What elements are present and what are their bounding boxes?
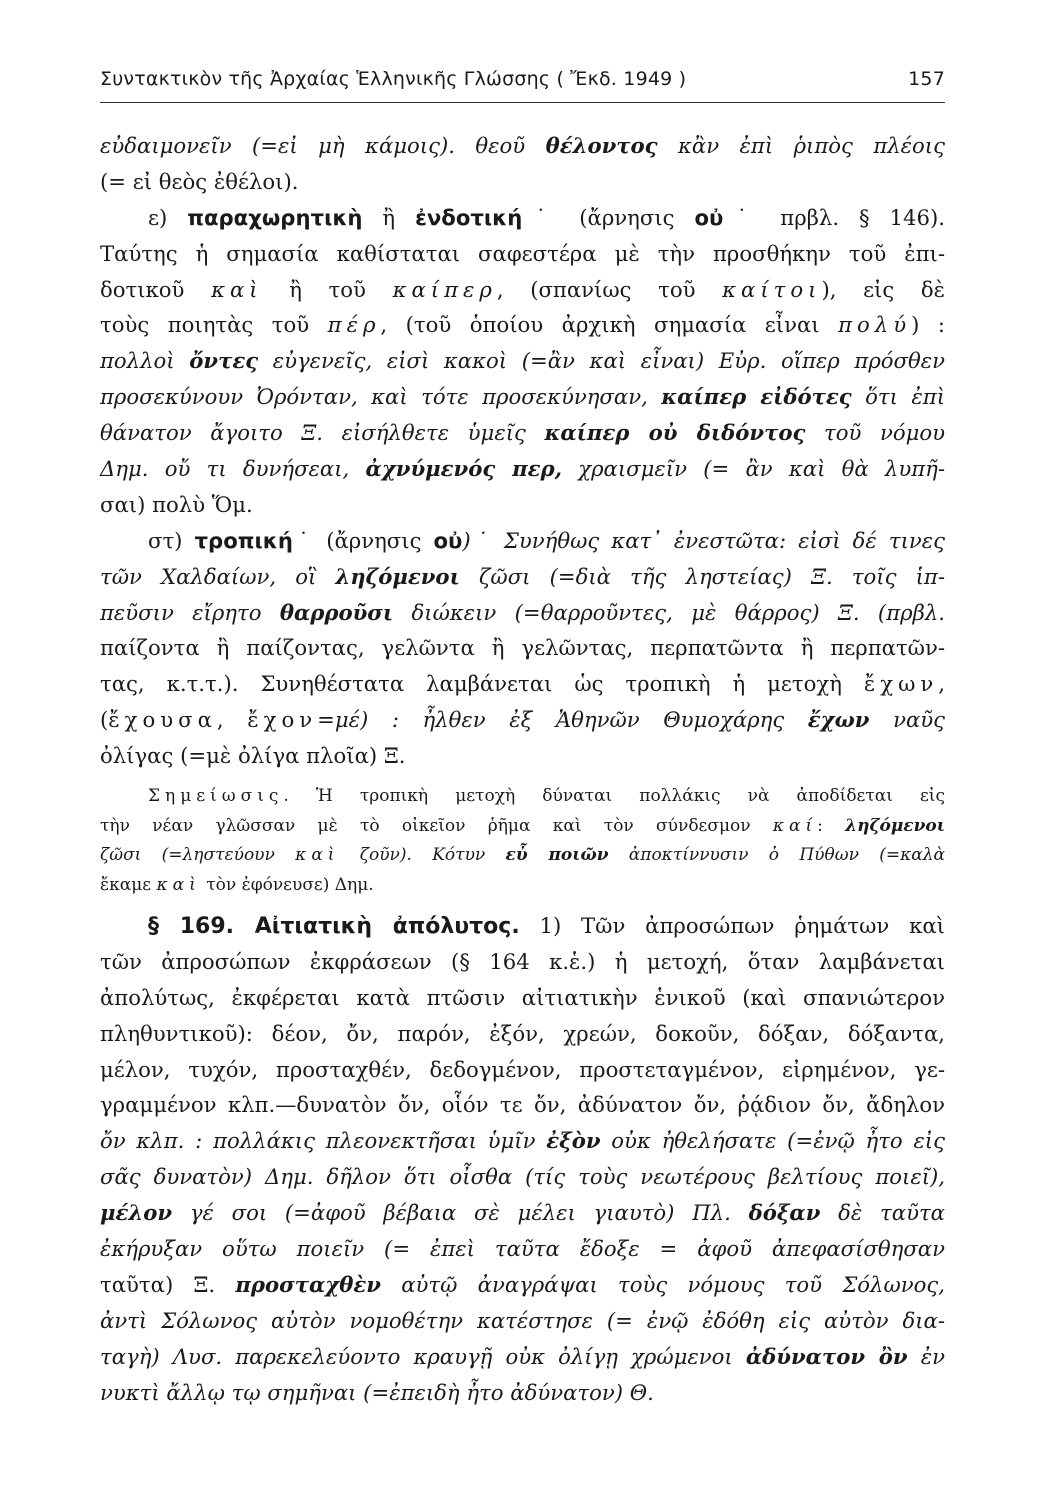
text-line: τας, κ.τ.τ.). Συνηθέστατα λαμβάνεται ὡς τροπικὴ ἡ μετοχὴ ἔχων,	[100, 671, 945, 697]
running-header	[100, 68, 945, 90]
text-line: ε) παραχωρητικὴ ἢ ἐνδοτική˙ (ἄρνησις οὐ˙ πρβλ. § 146).	[148, 204, 945, 230]
text-line: παίζοντα ἢ παίζοντας, γελῶντα ἢ γελῶντας, περπατῶντα ἢ περπατῶν-	[100, 635, 945, 661]
text-line: ὀλίγας (=μὲ ὀλίγα πλοῖα) Ξ.	[100, 743, 406, 769]
text-line: μέλον, τυχόν, προσταχθέν, δεδογμένον, προστεταγμένον, εἰρημένον, γε-	[100, 1056, 945, 1082]
text-line: ἐκήρυξαν οὕτω ποιεῖν (= ἐπεὶ ταῦτα ἔδοξε = ἀφοῦ ἀπεφασίσθησαν	[100, 1236, 945, 1262]
text-line: ὄν κλπ. : πολλάκις πλεονεκτῆσαι ὑμῖν ἐξὸν οὐκ ἠθελήσατε (=ἐνῷ ἦτο εἰς	[100, 1128, 945, 1154]
text-line: τῶν Χαλδαίων, οἳ ληζόμενοι ζῶσι (=διὰ τῆς ληστείας) Ξ. τοῖς ἱπ-	[100, 563, 945, 589]
text-line: Δημ. οὔ τι δυνήσεαι, ἀχνύμενός περ, χραισμεῖν (= ἂν καὶ θὰ λυπῆ-	[100, 456, 945, 482]
section-heading: § 169. Αἰτιατικὴ ἀπόλυτος.	[148, 914, 520, 940]
text-line: πολλοὶ ὄντες εὐγενεῖς, εἰσὶ κακοὶ (=ἂν καὶ εἶναι) Εὐρ. οἵπερ πρόσθεν	[100, 348, 945, 374]
text-line: σαι) πολὺ Ὅμ.	[100, 491, 253, 517]
text-line: στ) τροπική˙ (ἄρνησις οὐ)˙ Συνήθως κατ᾽ ἐνεστῶτα: εἰσὶ δέ τινες	[148, 527, 945, 553]
text-line: τῶν ἀπροσώπων ἐκφράσεων (§ 164 κ.ἑ.) ἡ μετοχή, ὅταν λαμβάνεται	[100, 948, 945, 974]
text-line: (ἔχουσα, ἔχον=μέ) : ἦλθεν ἐξ Ἀθηνῶν Θυμοχάρης ἔχων ναῦς	[100, 707, 945, 733]
text-line: πληθυντικοῦ): δέον, ὄν, παρόν, ἐξόν, χρεών, δοκοῦν, δόξαν, δόξαντα,	[100, 1020, 945, 1046]
note-line: Σημείωσις. Ἡ τροπικὴ μετοχὴ δύναται πολλάκις νὰ ἀποδίδεται εἰς	[148, 786, 945, 807]
text-line: ἀντὶ Σόλωνος αὐτὸν νομοθέτην κατέστησε (= ἐνῷ ἐδόθη εἰς αὐτὸν δια-	[100, 1307, 945, 1333]
note-block	[100, 782, 945, 900]
text-line: ταῦτα) Ξ. προσταχθὲν αὐτῷ ἀναγράψαι τοὺς νόμους τοῦ Σόλωνος,	[100, 1271, 945, 1297]
text-line: ἀπολύτως, ἐκφέρεται κατὰ πτῶσιν αἰτιατικὴν ἑνικοῦ (καὶ σπανιώτερον	[100, 984, 945, 1010]
page-number: 157	[908, 68, 945, 90]
text-line: θάνατον ἄγοιτο Ξ. εἰσήλθετε ὑμεῖς καίπερ οὐ διδόντος τοῦ νόμου	[100, 420, 945, 446]
text-line: προσεκύνουν Ὀρόνταν, καὶ τότε προσεκύνησαν, καίπερ εἰδότες ὅτι ἐπὶ	[100, 384, 946, 410]
note-line: ἔκαμε καὶ τὸν ἐφόνευσε) Δημ.	[100, 874, 374, 895]
text-line: τοὺς ποιητὰς τοῦ πέρ, (τοῦ ὁποίου ἀρχικὴ σημασία εἶναι πολύ) :	[100, 312, 945, 338]
section-first-line: § 169. Αἰτιατικὴ ἀπόλυτος. 1) Τῶν ἀπροσώπων ῥημάτων καὶ	[148, 913, 945, 940]
note-line: ζῶσι (=ληστεύουν καὶ ζοῦν). Κότυν εὖ ποιῶν ἀποκτίννυσιν ὁ Πύθων (=καλὰ	[100, 845, 945, 866]
text-line: (= εἰ θεὸς ἐθέλοι).	[100, 168, 299, 194]
text-line: Ταύτης ἡ σημασία καθίσταται σαφεστέρα μὲ τὴν προσθήκην τοῦ ἐπι-	[100, 240, 945, 266]
text-line: ταγὴ) Λυσ. παρεκελεύοντο κραυγῇ οὐκ ὀλίγῃ χρώμενοι ἀδύνατον ὂν ἐν	[100, 1343, 945, 1369]
text-line: σᾶς δυνατὸν) Δημ. δῆλον ὅτι οἶσθα (τίς τοὺς νεωτέρους βελτίους ποιεῖ),	[100, 1164, 945, 1190]
text-line: μέλον γέ σοι (=ἀφοῦ βέβαια σὲ μέλει γιαυτὸ) Πλ. δόξαν δὲ ταῦτα	[100, 1200, 945, 1226]
note-line: τὴν νέαν γλῶσσαν μὲ τὸ οἰκεῖον ῥῆμα καὶ τὸν σύνδεσμον καί: ληζόμενοι	[100, 815, 945, 836]
header-rule	[100, 102, 945, 103]
text-line: εὐδαιμονεῖν (=εἰ μὴ κάμοις). θεοῦ θέλοντος κἂν ἐπὶ ῥιπὸς πλέοις	[100, 133, 945, 158]
page-body	[100, 128, 945, 1411]
text-line: γραμμένον κλπ.—δυνατὸν ὄν, οἷόν τε ὄν, ἀδύνατον ὄν, ῥᾴδιον ὄν, ἄδηλον	[100, 1092, 945, 1118]
text-line: δοτικοῦ καὶ ἢ τοῦ καίπερ, (σπανίως τοῦ καίτοι), εἰς δὲ	[100, 276, 945, 302]
text-line: πεῦσιν εἴρητο θαρροῦσι διώκειν (=θαρροῦντες, μὲ θάρρος) Ξ. (πρβλ.	[100, 599, 945, 625]
text-line: νυκτὶ ἄλλῳ τῳ σημῆναι (=ἐπειδὴ ἦτο ἀδύνατον) Θ.	[100, 1379, 654, 1405]
running-title: Συντακτικὸν τῆς Ἀρχαίας Ἑλληνικῆς Γλώσσης ( Ἔκδ. 1949 )	[100, 68, 687, 90]
